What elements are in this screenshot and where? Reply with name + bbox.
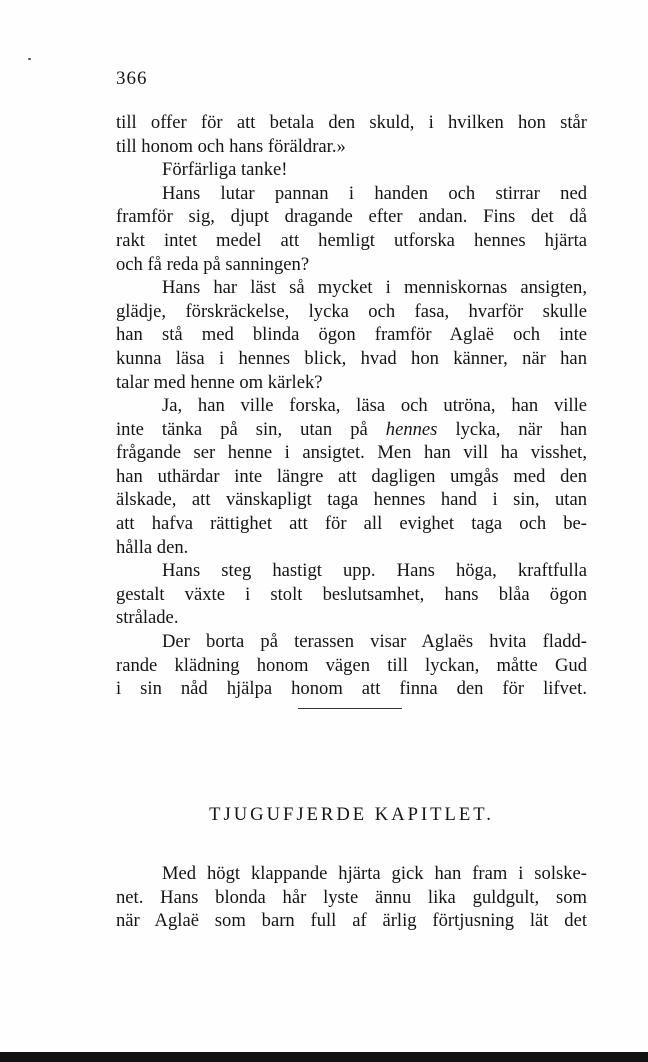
text-fragment: lycka, när han <box>437 418 588 440</box>
text-line: net. Hans blonda hår lyste ännu lika guldgult, som <box>116 886 587 908</box>
paper-speck <box>28 58 31 60</box>
text-line: hålla den. <box>116 536 189 558</box>
scan-edge <box>0 1052 648 1062</box>
text-line: rakt intet medel att hemligt utforska hennes hjärta <box>116 229 587 251</box>
text-line: älskade, att vänskapligt taga hennes hand i sin, utan <box>116 489 587 511</box>
upper-text-block <box>116 111 587 394</box>
page-number: 366 <box>116 68 148 89</box>
text-line: frågande ser henne i ansigtet. Men han vill ha visshet, <box>116 442 587 464</box>
text-line: Hans steg hastigt upp. Hans höga, kraftfulla <box>162 560 587 582</box>
text-line: han stå med blinda ögon framför Aglaë och inte <box>116 324 587 346</box>
text-line: talar med henne om kärlek? <box>116 371 323 393</box>
text-line: rande klädning honom vägen till lyckan, måtte Gud <box>116 654 587 676</box>
text-fragment: inte tänka på sin, utan på <box>116 418 386 440</box>
text-line <box>116 418 587 442</box>
text-line: kunna läsa i hennes blick, hvad hon känner, när han <box>116 347 587 369</box>
text-line: Der borta på terassen visar Aglaës hvita fladd- <box>162 630 587 652</box>
emphasized-word: hennes <box>385 418 438 440</box>
text-line: han uthärdar inte längre att dagligen umgås med den <box>116 465 587 487</box>
paragraph-ja <box>116 394 587 701</box>
section-divider <box>298 708 402 709</box>
text-line: Förfärliga tanke! <box>162 159 288 181</box>
chapter-heading: TJUGUFJERDE KAPITLET. <box>209 804 494 825</box>
text-line: Ja, han ville forska, läsa och utröna, han ville <box>162 395 587 416</box>
text-line: i sin nåd hjälpa honom att finna den för lifvet. <box>116 678 587 700</box>
text-line: till honom och hans föräldrar.» <box>116 135 346 157</box>
text-line: glädje, förskräckelse, lycka och fasa, hvarför skulle <box>116 300 587 322</box>
text-line: Med högt klappande hjärta gick han fram i solske- <box>162 863 587 884</box>
text-line: när Aglaë som barn full af ärlig förtjusning lät det <box>116 910 587 932</box>
paragraph-ja-rest <box>116 441 587 701</box>
lower-text-block <box>116 862 587 933</box>
text-line: framför sig, djupt dragande efter andan. Fins det då <box>116 206 587 228</box>
text-line: Hans har läst så mycket i menniskornas ansigten, <box>162 277 587 299</box>
text-line: att hafva rättighet att för all evighet taga och be- <box>116 512 587 534</box>
text-line: gestalt växte i stolt beslutsamhet, hans blåa ögon <box>116 583 587 605</box>
text-line: strålade. <box>116 607 179 629</box>
text-line: och få reda på sanningen? <box>116 253 310 275</box>
text-line: till offer för att betala den skuld, i hvilken hon står <box>116 112 587 133</box>
text-line: Hans lutar pannan i handen och stirrar ned <box>162 182 587 204</box>
